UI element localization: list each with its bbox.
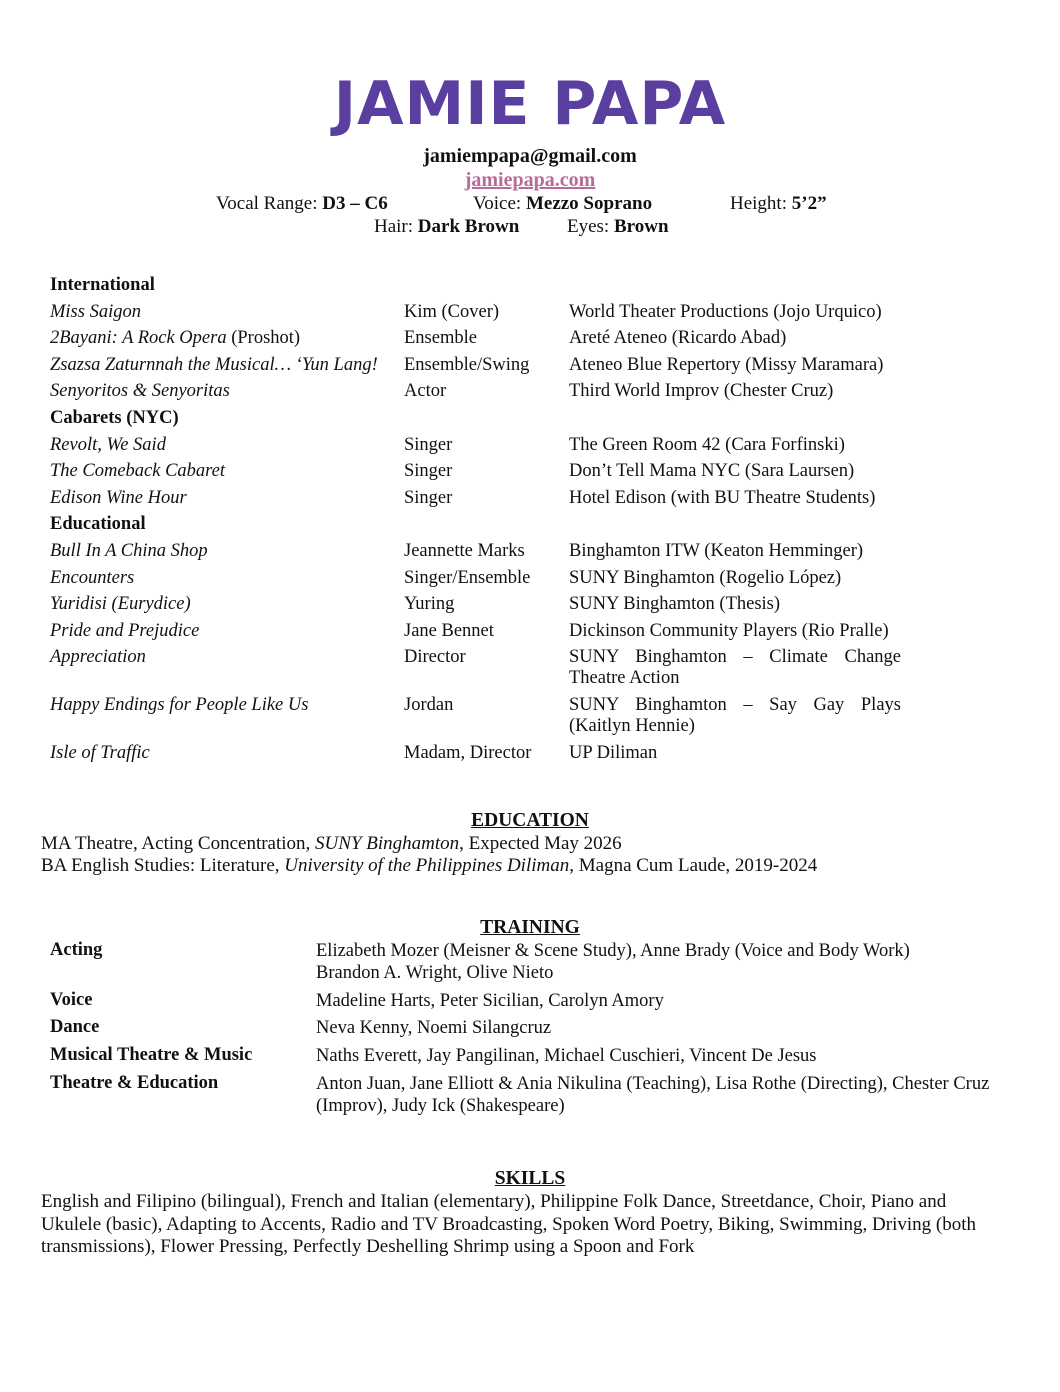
- credit-role: Jeannette Marks: [404, 540, 525, 561]
- credit-company: SUNY Binghamton – Climate Change Theatre Action: [569, 647, 901, 689]
- credit-company: Binghamton ITW (Keaton Hemminger): [569, 540, 864, 561]
- credit-title: Isle of Traffic: [50, 743, 150, 764]
- hair-stat: [374, 215, 519, 239]
- credit-row: [50, 565, 920, 592]
- education-heading: EDUCATION: [471, 810, 589, 831]
- training-heading: TRAINING: [480, 917, 580, 938]
- training-value: Elizabeth Mozer (Meisner & Scene Study), Anne Brady (Voice and Body Work) Brandon A. Wright, Olive Nieto: [316, 941, 910, 983]
- credit-company: Areté Ateneo (Ricardo Abad): [569, 328, 787, 349]
- training-value: Naths Everett, Jay Pangilinan, Michael Cuschieri, Vincent De Jesus: [316, 1046, 817, 1066]
- education-ba-degree: BA English Studies: Literature,: [41, 855, 285, 876]
- skills-heading: SKILLS: [494, 1168, 566, 1189]
- training-label: Musical Theatre & Music: [50, 1045, 253, 1065]
- credit-row: [50, 378, 920, 405]
- height-stat: [730, 192, 827, 216]
- credit-company: Ateneo Blue Repertory (Missy Maramara): [569, 354, 884, 375]
- education-ma-detail: , Expected May 2026: [459, 833, 622, 854]
- credit-role: Singer/Ensemble: [404, 567, 531, 588]
- credit-title-note: (Proshot): [226, 328, 301, 349]
- hair-label: Hair:: [374, 216, 418, 237]
- credit-role: Singer: [404, 461, 453, 482]
- credit-role: Kim (Cover): [404, 301, 500, 322]
- training-row-musical-theatre: [50, 1045, 1000, 1073]
- education-ba-school: University of the Philippines Diliman: [284, 855, 570, 876]
- credit-title: Appreciation: [50, 647, 146, 668]
- training-row-theatre-education: [50, 1073, 1000, 1117]
- credit-role: Yuring: [404, 594, 455, 615]
- training-row-dance: [50, 1017, 1000, 1045]
- credit-title: Revolt, We Said: [50, 434, 166, 455]
- credit-title: [50, 325, 300, 352]
- credit-row: [50, 591, 920, 618]
- credit-role: Ensemble: [404, 328, 477, 349]
- credit-company: UP Diliman: [569, 743, 658, 764]
- credit-title: Edison Wine Hour: [50, 487, 187, 508]
- website-link[interactable]: jamiepapa.com: [464, 169, 596, 191]
- credit-role: Singer: [404, 434, 453, 455]
- education-ma-school: SUNY Binghamton: [315, 833, 460, 854]
- credit-role: Director: [404, 647, 466, 668]
- training-row-acting: [50, 940, 1000, 990]
- credit-company: Don’t Tell Mama NYC (Sara Laursen): [569, 461, 855, 482]
- credits-category-educational: Educational: [50, 514, 146, 535]
- hair-value: Dark Brown: [417, 216, 520, 237]
- skills-text: English and Filipino (bilingual), French and Italian (elementary), Philippine Folk Dance, Streetdance, Choir, Piano and Ukulele (basic), Adapting to Accents, Radio and TV Broadcasting, Spoken Word Poetry, Biking, Swimming, Driving (both transmissions), Flower Pressing, Perfectly Deshelling Shrimp using a Spoon and Fork: [41, 1191, 976, 1257]
- credit-company: Dickinson Community Players (Rio Pralle): [569, 620, 889, 641]
- education-ba-detail: , Magna Cum Laude, 2019-2024: [569, 855, 818, 876]
- education-ma-degree: MA Theatre, Acting Concentration,: [41, 833, 316, 854]
- credit-title: Miss Saigon: [50, 301, 141, 322]
- voice-value: Mezzo Soprano: [525, 193, 653, 214]
- credit-role: Singer: [404, 487, 453, 508]
- training-value: Madeline Harts, Peter Sicilian, Carolyn Amory: [316, 991, 664, 1011]
- credit-role: Jordan: [404, 695, 454, 716]
- credit-row: [50, 485, 920, 512]
- credit-row: [50, 692, 920, 740]
- credits-category-cabarets: Cabarets (NYC): [50, 407, 179, 428]
- eyes-stat: [567, 215, 669, 239]
- credit-row: [50, 740, 920, 767]
- credit-company: The Green Room 42 (Cara Forfinski): [569, 434, 845, 455]
- credit-role: Jane Bennet: [404, 620, 494, 641]
- credit-role: Madam, Director: [404, 743, 532, 764]
- credit-company: World Theater Productions (Jojo Urquico): [569, 301, 882, 322]
- education-ba: [41, 855, 817, 877]
- credit-company: Hotel Edison (with BU Theatre Students): [569, 487, 876, 508]
- credit-role: Ensemble/Swing: [404, 354, 530, 375]
- credit-title: Happy Endings for People Like Us: [50, 695, 309, 716]
- credit-title: Senyoritos & Senyoritas: [50, 381, 230, 402]
- credit-row: [50, 538, 920, 565]
- training-label: Voice: [50, 990, 93, 1010]
- height-value: 5’2”: [791, 193, 827, 214]
- credit-title: Yuridisi (Eurydice): [50, 594, 191, 615]
- training-value: Neva Kenny, Noemi Silangcruz: [316, 1018, 552, 1038]
- email-address: jamiempapa@gmail.com: [423, 145, 637, 167]
- credit-row: [50, 432, 920, 459]
- credit-role: Actor: [404, 381, 447, 402]
- credit-company: SUNY Binghamton (Thesis): [569, 594, 781, 615]
- name-heading: JAMIE PAPA: [333, 69, 727, 139]
- credit-company: Third World Improv (Chester Cruz): [569, 381, 834, 402]
- credit-row: [50, 299, 920, 326]
- credit-company: SUNY Binghamton (Rogelio López): [569, 567, 842, 588]
- credit-row: [50, 618, 920, 645]
- height-label: Height:: [730, 193, 792, 214]
- credit-row: [50, 352, 920, 379]
- website-line: [0, 168, 1060, 192]
- credit-row: [50, 458, 920, 485]
- credit-row: [50, 644, 920, 692]
- credit-row: [50, 325, 920, 352]
- education-ma: [41, 833, 622, 855]
- credit-title-italic: 2Bayani: A Rock Opera: [50, 328, 227, 349]
- voice-stat: [473, 192, 652, 216]
- training-label: Theatre & Education: [50, 1073, 219, 1093]
- training-value: Anton Juan, Jane Elliott & Ania Nikulina (Teaching), Lisa Rothe (Directing), Chester Cruz (Improv), Judy Ick (Shakespeare): [316, 1074, 990, 1116]
- training-table: [50, 940, 1000, 1117]
- training-label: Dance: [50, 1017, 100, 1037]
- eyes-label: Eyes:: [567, 216, 614, 237]
- credits-category-international: International: [50, 275, 155, 295]
- eyes-value: Brown: [613, 216, 669, 237]
- credit-title: The Comeback Cabaret: [50, 461, 226, 482]
- credits-table: [50, 272, 920, 767]
- vocal-range-value: D3 – C6: [322, 193, 388, 214]
- credit-title: Zsazsa Zaturnnah the Musical… ‘Yun Lang!: [50, 354, 378, 375]
- credit-company: SUNY Binghamton – Say Gay Plays (Kaitlyn Hennie): [569, 695, 901, 737]
- credit-title: Bull In A China Shop: [50, 540, 208, 561]
- vocal-range-stat: [216, 192, 388, 216]
- training-label: Acting: [50, 940, 103, 960]
- voice-label: Voice:: [473, 193, 526, 214]
- training-row-voice: [50, 990, 1000, 1017]
- credit-title: Pride and Prejudice: [50, 620, 200, 641]
- vocal-range-label: Vocal Range:: [216, 193, 323, 214]
- credit-title: Encounters: [50, 567, 135, 588]
